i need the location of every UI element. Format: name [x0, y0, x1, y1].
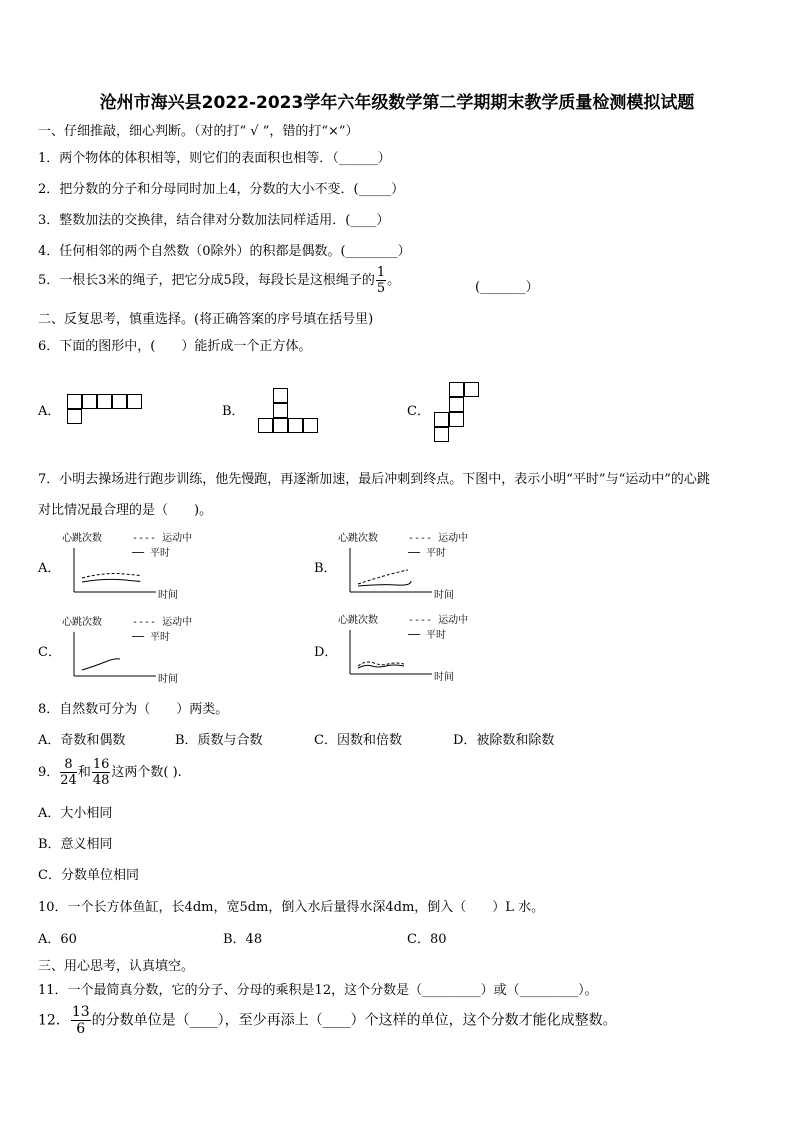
option-c-label: C． — [407, 404, 430, 419]
question-4: 4．任何相邻的两个自然数（0除外）的积都是偶数。(________） — [38, 244, 411, 259]
question-8: 8．自然数可分为（ ）两类。 — [38, 702, 229, 717]
fraction-denominator: 5 — [376, 281, 386, 296]
heart-rate-graph-a — [60, 526, 210, 602]
question-5 — [38, 266, 400, 295]
question-7-line-1: 7．小明去操场进行跑步训练，他先慢跑，再逐渐加速，最后冲刺到终点。下图中，表示小明“平时”与“运动中”的心跳 — [38, 472, 710, 487]
q8-option-b: B．质数与合数 — [175, 733, 263, 748]
graph-d-label: D． — [314, 645, 338, 660]
heart-rate-graph-d — [336, 608, 486, 686]
question-5-blank: (_______） — [475, 280, 539, 295]
graph-a-label: A． — [38, 561, 61, 576]
question-5-text: 5．一根长3米的绳子，把它分成5段，每段长是这根绳子的 — [38, 273, 375, 288]
graph-xlabel: 时间 — [158, 590, 178, 601]
fraction-numerator: 13 — [71, 1004, 90, 1020]
section-3-heading: 三、用心思考，认真填空。 — [38, 959, 195, 974]
graph-xlabel: 时间 — [158, 674, 178, 685]
fraction-numerator: 8 — [60, 758, 77, 773]
fraction-13-6 — [71, 1005, 91, 1036]
section-2-heading: 二、反复思考，慎重选择。(将正确答案的序号填在括号里) — [38, 312, 374, 327]
graph-legend-solid: ── 平时 — [408, 548, 447, 559]
fraction-numerator: 16 — [92, 757, 110, 772]
q10-option-a: A．60 — [38, 932, 77, 947]
fraction-16-48 — [92, 758, 111, 787]
fraction-one-fifth — [376, 266, 386, 295]
q9-option-b: B．意义相同 — [38, 837, 113, 852]
fraction-8-24 — [60, 758, 77, 787]
graph-legend-dashed: ---- 运动中 — [408, 533, 469, 544]
q10-option-c: C．80 — [407, 932, 447, 947]
question-9-text: 这两个数( ). — [111, 765, 182, 780]
graph-ylabel: 心跳次数 — [338, 615, 378, 626]
graph-legend-solid: ── 平时 — [132, 548, 171, 559]
graph-legend-dashed: ---- 运动中 — [132, 617, 193, 628]
section-1-heading: 一、仔细推敲，细心判断。（对的打“ √ ”，错的打“×”） — [38, 124, 359, 139]
heart-rate-graph-b — [336, 526, 486, 602]
option-a-label: A． — [38, 404, 61, 419]
question-1: 1．两个物体的体积相等，则它们的表面积也相等．（______） — [38, 151, 391, 166]
q8-option-c: C．因数和倍数 — [314, 733, 402, 748]
question-3: 3．整数加法的交换律，结合律对分数加法同样适用．(____） — [38, 213, 390, 228]
question-7-line-2: 对比情况最合理的是（ )。 — [38, 503, 213, 518]
fraction-denominator: 24 — [60, 773, 77, 788]
graph-ylabel: 心跳次数 — [62, 533, 102, 544]
graph-b-label: B． — [314, 561, 337, 576]
question-12-text: 的分数单位是（____），至少再添上（____）个这样的单位，这个分数才能化成整数。 — [91, 1012, 617, 1029]
question-10: 10．一个长方体鱼缸，长4dm，宽5dm，倒入水后量得水深4dm，倒入（ ）L 水。 — [38, 900, 545, 915]
question-9-and: 和 — [77, 765, 91, 780]
fraction-numerator: 1 — [376, 265, 386, 280]
graph-legend-solid: ── 平时 — [408, 630, 447, 641]
option-b-label: B． — [222, 404, 245, 419]
heart-rate-graph-c — [60, 610, 210, 686]
fraction-denominator: 6 — [76, 1021, 86, 1037]
graph-legend-dashed: ---- 运动中 — [408, 615, 469, 626]
q9-option-a: A．大小相同 — [38, 806, 113, 821]
question-9 — [38, 758, 182, 787]
question-9-number: 9． — [38, 765, 60, 780]
graph-xlabel: 时间 — [434, 590, 454, 601]
graph-legend-dashed: ---- 运动中 — [132, 533, 193, 544]
question-12-number: 12． — [38, 1012, 70, 1029]
q8-option-a: A．奇数和偶数 — [38, 733, 126, 748]
graph-ylabel: 心跳次数 — [338, 533, 378, 544]
fraction-denominator: 48 — [92, 773, 110, 788]
graph-ylabel: 心跳次数 — [62, 617, 102, 628]
question-5-period: 。 — [387, 273, 401, 288]
q10-option-b: B．48 — [223, 932, 263, 947]
graph-xlabel: 时间 — [434, 672, 454, 683]
question-11: 11．一个最简真分数，它的分子、分母的乘积是12，这个分数是（_________）或（_________）。 — [38, 983, 598, 998]
page-title: 沧州市海兴县2022-2023学年六年级数学第二学期期末教学质量检测模拟试题 — [99, 93, 695, 113]
graph-legend-solid: ── 平时 — [132, 632, 171, 643]
question-2: 2．把分数的分子和分母同时加上4，分数的大小不变．(_____） — [38, 182, 405, 197]
question-12 — [38, 1005, 617, 1036]
q9-option-c: C．分数单位相同 — [38, 868, 139, 883]
graph-c-label: C． — [38, 645, 61, 660]
question-6: 6．下面的图形中，( ）能折成一个正方体。 — [38, 339, 312, 354]
q8-option-d: D．被除数和除数 — [453, 733, 555, 748]
